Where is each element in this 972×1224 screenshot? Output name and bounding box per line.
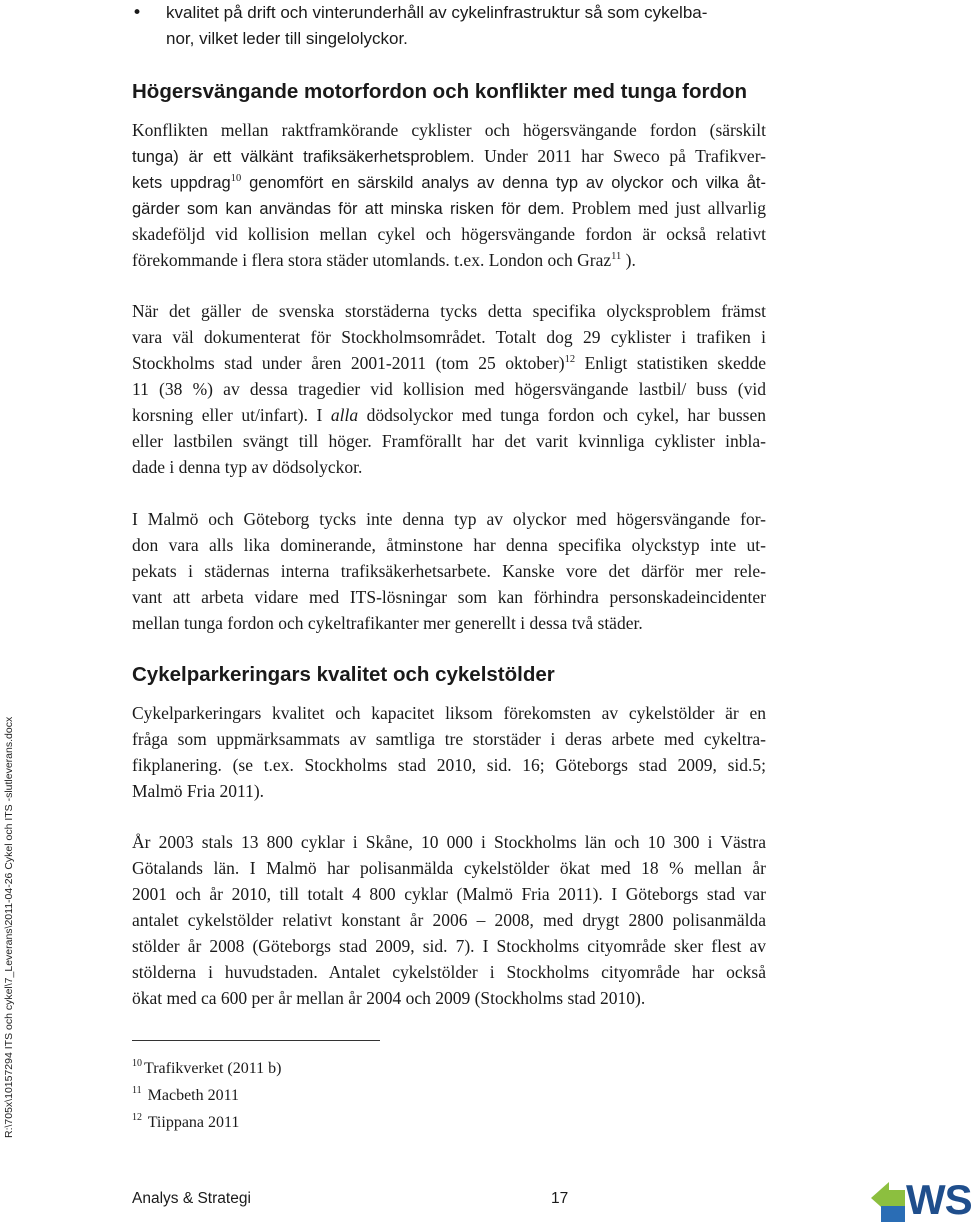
footnote-ref: 11 xyxy=(611,251,622,262)
text-line: vara väl dokumenterat för Stockholmsområdet. Totalt dog 29 cyklister i trafiken i xyxy=(132,327,766,347)
text-line: fikplanering. (se t.ex. Stockholms stad 2010, sid. 16; Göteborgs stad 2009, sid.5; xyxy=(132,755,766,775)
section-heading-right-turn: Högersvängande motorfordon och konflikter med tunga fordon xyxy=(132,80,748,103)
footnote-ref: 10 xyxy=(230,173,242,184)
text-line: I Malmö och Göteborg tycks inte denna typ av olyckor med högersvängande for- xyxy=(132,509,766,529)
footnote: $^{10}$ Trafikverket (2011 b) xyxy=(132,1058,282,1077)
text-line: dade i denna typ av dödsolyckor. xyxy=(132,457,363,477)
footnote-ref: 12 xyxy=(564,354,576,365)
text-line: stölderna i huvudstaden. Antalet cykelstölder i Stockholms cityområde har också xyxy=(132,962,766,982)
text-line: mellan tunga fordon och cykeltrafikanter mer generellt i dessa två städer. xyxy=(132,613,643,633)
text-line: Malmö Fria 2011). xyxy=(132,781,265,801)
text-line: gärder som kan användas för att minska risken för dem. Problem med just allvarlig xyxy=(132,198,766,218)
footnote-number: 11 xyxy=(132,1085,142,1096)
text-line: pekats i städernas interna trafiksäkerhetsarbete. Kanske vore det därför mer rele- xyxy=(132,561,766,581)
bullet-line: nor, vilket leder till singelolyckor. xyxy=(166,29,408,48)
text-line: vant att arbeta vidare med ITS-lösningar som kan förhindra personskadeincidenter xyxy=(132,587,766,607)
list-item xyxy=(132,0,772,52)
paragraph xyxy=(132,117,766,273)
paragraph xyxy=(132,506,766,636)
paragraph xyxy=(132,298,766,480)
text-line: tunga) är ett välkänt trafiksäkerhetsproblem. Under 2011 har Sweco på Trafikver- xyxy=(132,146,767,166)
text-line: kets uppdrag$^{10}$ genomfört en särskild analys av denna typ av olyckor och vilka åt- xyxy=(132,173,766,192)
paragraph xyxy=(132,829,766,1011)
text-line: eller lastbilen svängt till höger. Framförallt har det varit kvinnliga cyklister inbla- xyxy=(132,431,766,451)
text-line: År 2003 stals 13 800 cyklar i Skåne, 10 000 i Stockholms län och 10 300 i Västra xyxy=(132,832,766,852)
footnote-separator xyxy=(132,1040,380,1041)
text-line: Stockholms stad under åren 2001-2011 (tom 25 oktober)$^{12}$ Enligt statistiken skedde xyxy=(132,353,767,373)
text-line: stölder år 2008 (Göteborgs stad 2009, sid. 7). I Stockholms cityområde sker flest av xyxy=(132,936,766,956)
footnote-number: 12 xyxy=(132,1112,142,1123)
footnote-number: 10 xyxy=(132,1058,142,1069)
bullet-list xyxy=(132,0,772,52)
text-line: 2001 och år 2010, till totalt 4 800 cyklar (Malmö Fria 2011). I Göteborgs stad var xyxy=(132,884,766,904)
text-line: Konflikten mellan raktframkörande cyklister och högersvängande fordon (särskilt xyxy=(132,120,766,140)
footer-department: Analys & Strategi xyxy=(132,1190,251,1207)
sweco-logo xyxy=(869,1176,972,1224)
logo-text: WS xyxy=(906,1176,972,1223)
text-line: ökat med ca 600 per år mellan år 2004 och 2009 (Stockholms stad 2010). xyxy=(132,988,646,1008)
bullet-line: kvalitet på drift och vinterunderhåll av cykelinfrastruktur så som cykelba- xyxy=(166,3,708,22)
footnote: $^{11}$ Macbeth 2011 xyxy=(132,1085,240,1104)
bullet-text xyxy=(166,0,707,52)
bullet-marker: • xyxy=(132,3,143,23)
text-line: antalet cykelstölder relativt konstant år 2006 – 2008, med drygt 2800 polisanmälda xyxy=(132,910,766,930)
footnotes xyxy=(132,1055,281,1136)
side-file-path: R:\705x\10157294 ITS och cykel\7_Leverans\2011-04-26 Cykel och ITS -slutleverans.docx xyxy=(3,716,15,1138)
text-line: don vara alls lika dominerande, åtminstone har denna specifika olyckstyp inte ut- xyxy=(132,535,766,555)
page-number: 17 xyxy=(551,1190,569,1207)
logo-arrow-icon xyxy=(869,1176,909,1224)
section-heading-bike-parking: Cykelparkeringars kvalitet och cykelstölder xyxy=(132,663,555,686)
text-line: När det gäller de svenska storstäderna tycks detta specifika olycksproblem främst xyxy=(132,301,766,321)
footnote: $^{12}$ Tiippana 2011 xyxy=(132,1112,240,1131)
text-line: skadeföljd vid kollision mellan cykel och högersvängande fordon är också relativt xyxy=(132,224,766,244)
text-line: fråga som uppmärksammats av samtliga tre storstäder i deras arbete med cykeltra- xyxy=(132,729,766,749)
text-line: Cykelparkeringars kvalitet och kapacitet liksom förekomsten av cykelstölder är en xyxy=(132,703,766,723)
paragraph xyxy=(132,700,766,804)
text-line: Götalands län. I Malmö har polisanmälda cykelstölder ökat med 18 % mellan år xyxy=(132,858,766,878)
text-line: förekommande i flera stora städer utomlands. t.ex. London och Graz$^{11}$ ). xyxy=(132,250,636,270)
text-line: korsning eller ut/infart). I alla dödsolyckor med tunga fordon och cykel, har bussen xyxy=(132,405,766,425)
text-line: 11 (38 %) av dessa tragedier vid kollision med högersvängande lastbil/ buss (vid xyxy=(132,379,766,399)
